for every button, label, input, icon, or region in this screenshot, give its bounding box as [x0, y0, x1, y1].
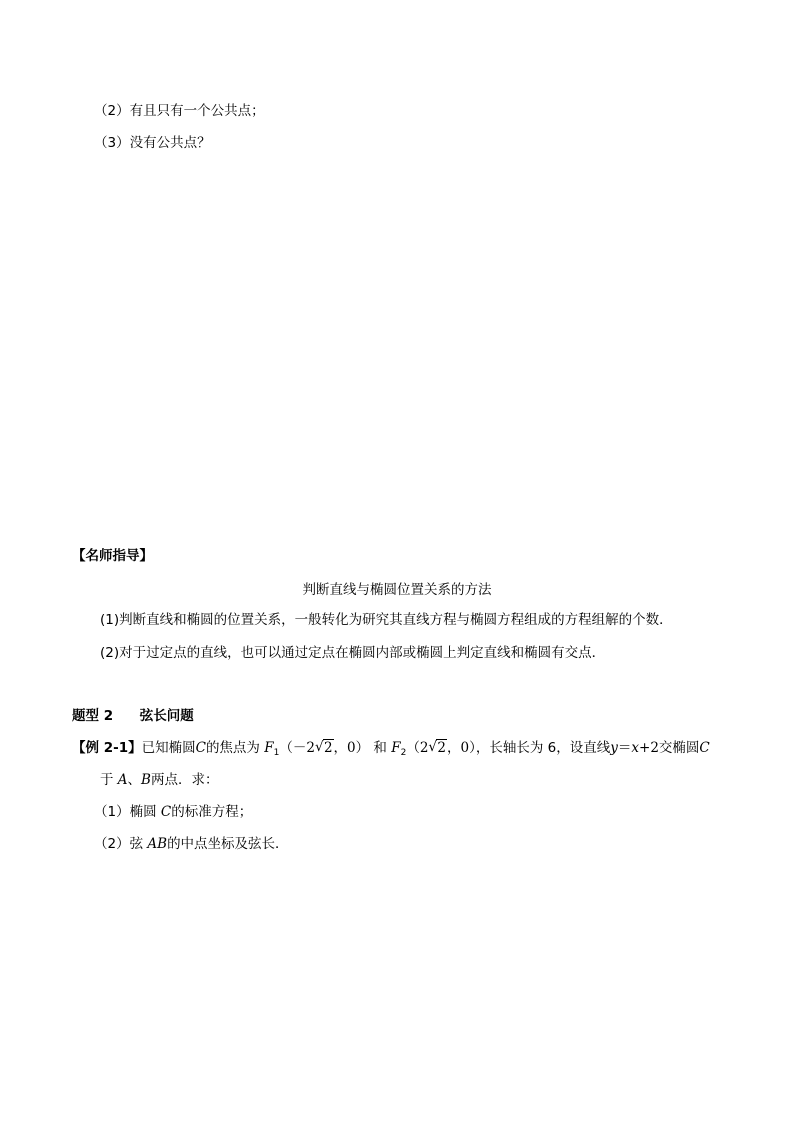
subscript: 1 — [273, 748, 280, 758]
example-text: 于 — [100, 772, 114, 788]
var-x: x — [631, 740, 640, 756]
example-text: 已知椭圆 — [141, 740, 196, 756]
radical-sign: √ — [428, 739, 438, 755]
example-tag: 【例 2-1】 — [72, 740, 142, 756]
guidance-subtitle: 判断直线与椭圆位置关系的方法 — [302, 582, 492, 598]
math-zero-close: ，0） — [333, 740, 370, 756]
var-ab: AB — [147, 836, 168, 852]
math-zero-close: ，0） — [447, 740, 476, 756]
radicand: 2 — [437, 740, 447, 756]
var-f: F — [391, 740, 401, 756]
var-y: y — [610, 740, 618, 756]
math-2: 2 — [419, 740, 429, 756]
var-c: C — [699, 740, 710, 756]
guidance-header: 【名师指导】 — [72, 548, 153, 564]
subscript: 2 — [400, 748, 407, 758]
radicand: 2 — [323, 740, 333, 756]
section-label: 题型 2 — [72, 708, 114, 724]
guidance-point-2: (2)对于过定点的直线，也可以通过定点在椭圆内部或椭圆上判定直线和椭圆有交点． — [100, 645, 606, 661]
example-text: 和 — [373, 740, 387, 756]
guidance-point-1: (1)判断直线和椭圆的位置关系，一般转化为研究其直线方程与椭圆方程组成的方程组解的个数． — [100, 612, 673, 628]
radical-sign: √ — [314, 739, 324, 755]
section-heading — [72, 706, 194, 726]
paren-open: （ — [406, 740, 420, 756]
prev-item-3: （3）没有公共点？ — [94, 135, 211, 151]
sqrt-expression — [428, 738, 447, 758]
example-line-2 — [100, 770, 218, 790]
example-text: 交椭圆 — [658, 740, 700, 756]
question-text: 的中点坐标及弦长． — [167, 836, 289, 852]
math-plus2: +2 — [639, 740, 659, 756]
equals: ＝ — [617, 740, 632, 756]
sqrt-expression — [315, 738, 334, 758]
question-text: （1）椭圆 — [94, 804, 157, 820]
var-c: C — [195, 740, 206, 756]
example-line-1 — [72, 738, 710, 758]
separator: 、 — [127, 772, 142, 788]
math-neg2: －2 — [292, 740, 315, 756]
question-text: 的标准方程； — [171, 804, 253, 820]
example-text: 两点．求： — [150, 772, 219, 788]
var-c: C — [160, 804, 172, 820]
var-a: A — [117, 772, 128, 788]
question-text: （2）弦 — [94, 836, 144, 852]
example-question-2 — [94, 834, 289, 854]
var-b: B — [141, 772, 151, 788]
section-title: 弦长问题 — [139, 708, 194, 724]
prev-item-2: （2）有且只有一个公共点； — [94, 103, 265, 119]
example-text: 的焦点为 — [205, 740, 260, 756]
paren-open: （ — [279, 740, 293, 756]
example-text: ，长轴长为 6，设直线 — [475, 740, 611, 756]
example-question-1 — [94, 802, 252, 822]
var-f: F — [264, 740, 274, 756]
